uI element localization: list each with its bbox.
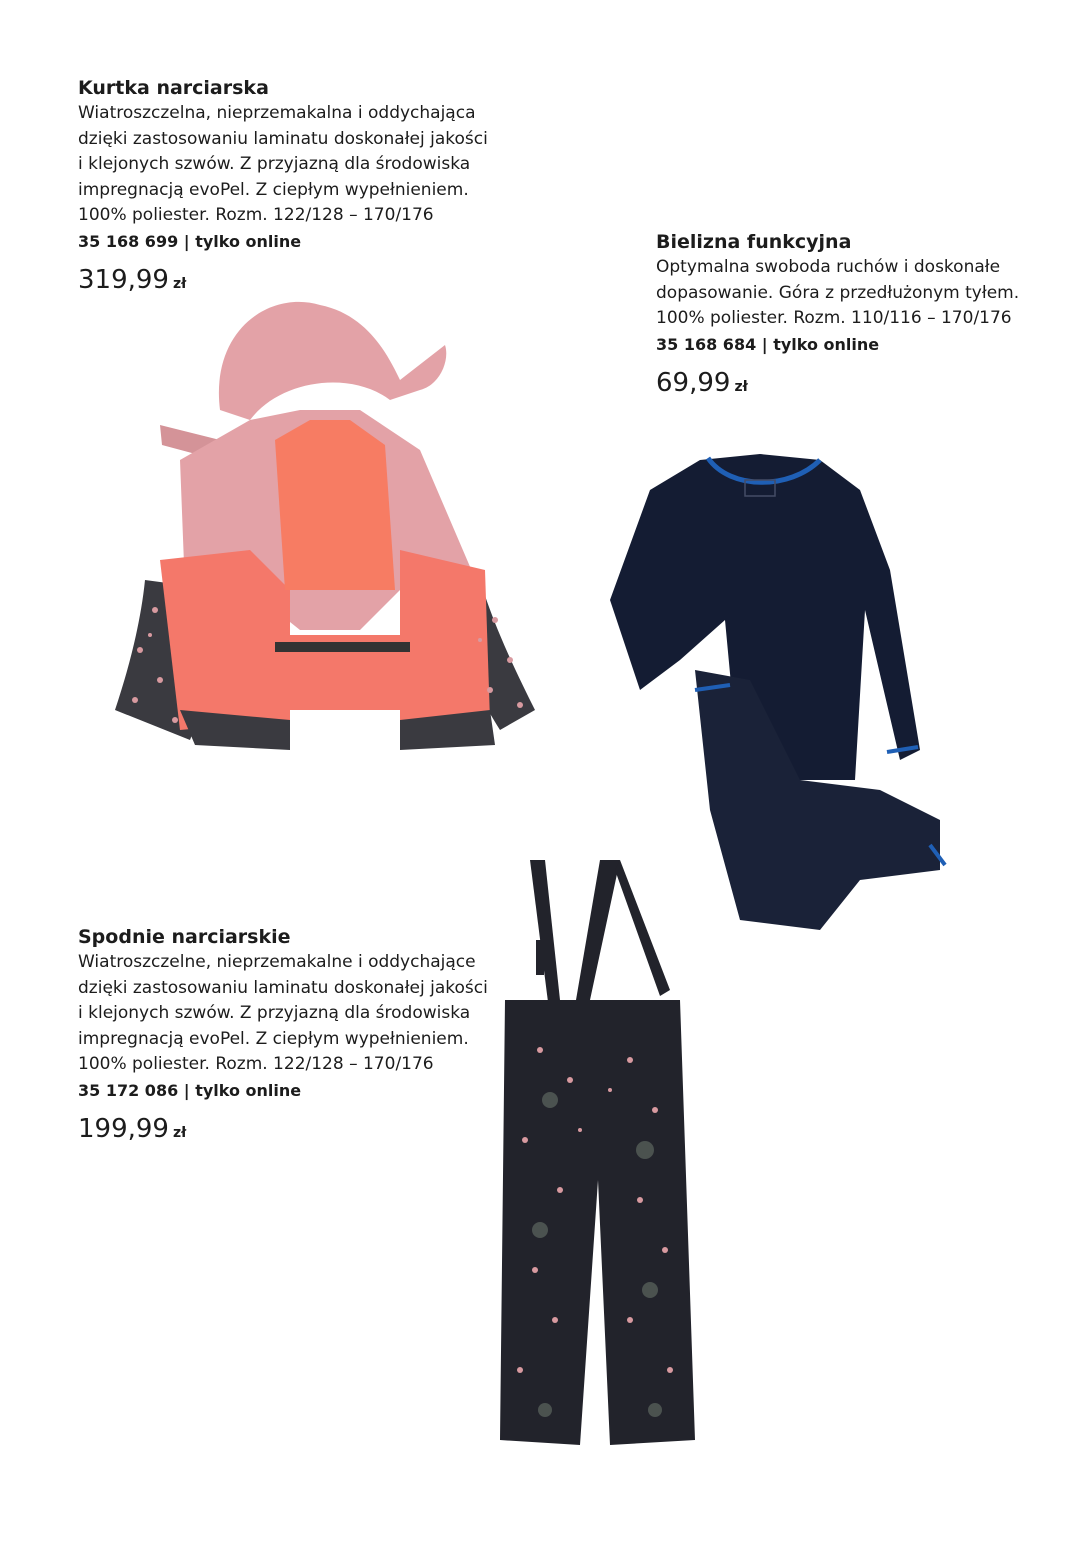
product-title: Kurtka narciarska bbox=[78, 77, 269, 99]
product-underwear bbox=[656, 229, 1056, 404]
pants-image bbox=[480, 850, 720, 1460]
product-title: Spodnie narciarskie bbox=[78, 926, 291, 948]
product-pants bbox=[78, 924, 518, 1150]
product-title: Bielizna funkcyjna bbox=[656, 231, 852, 253]
product-price bbox=[656, 366, 1056, 404]
jacket-image bbox=[100, 290, 550, 760]
price-currency: zł bbox=[734, 378, 748, 395]
price-amount: 199,99 bbox=[78, 1113, 169, 1144]
price-currency: zł bbox=[172, 1124, 187, 1141]
product-jacket bbox=[78, 75, 518, 301]
product-code: 35 168 684 | tylko online bbox=[656, 334, 880, 354]
price-amount: 69,99 bbox=[656, 367, 731, 398]
product-description: Wiatroszczelna, nieprzemakalna i oddychająca dzięki zastosowaniu laminatu doskonałej jakości i klejonych szwów. Z przyjazną dla środowiska impregnacją evoPel. Z ciepłym wypełnieniem. 100% poliester. Rozm. 122/128 – 170/176 bbox=[78, 103, 488, 225]
product-code: 35 172 086 | tylko online bbox=[78, 1080, 302, 1100]
product-description: Optymalna swoboda ruchów i doskonałe dopasowanie. Góra z przedłużonym tyłem. 100% poliester. Rozm. 110/116 – 170/176 bbox=[656, 257, 1020, 328]
price-amount: 319,99 bbox=[78, 264, 169, 295]
product-price bbox=[78, 1112, 518, 1150]
price-currency: zł bbox=[172, 275, 187, 292]
product-code: 35 168 699 | tylko online bbox=[78, 231, 302, 251]
product-description: Wiatroszczelne, nieprzemakalne i oddychające dzięki zastosowaniu laminatu doskonałej jakości i klejonych szwów. Z przyjazną dla środowiska impregnacją evoPel. Z ciepłym wypełnieniem. 100% poliester. Rozm. 122/128 – 170/176 bbox=[78, 952, 488, 1074]
